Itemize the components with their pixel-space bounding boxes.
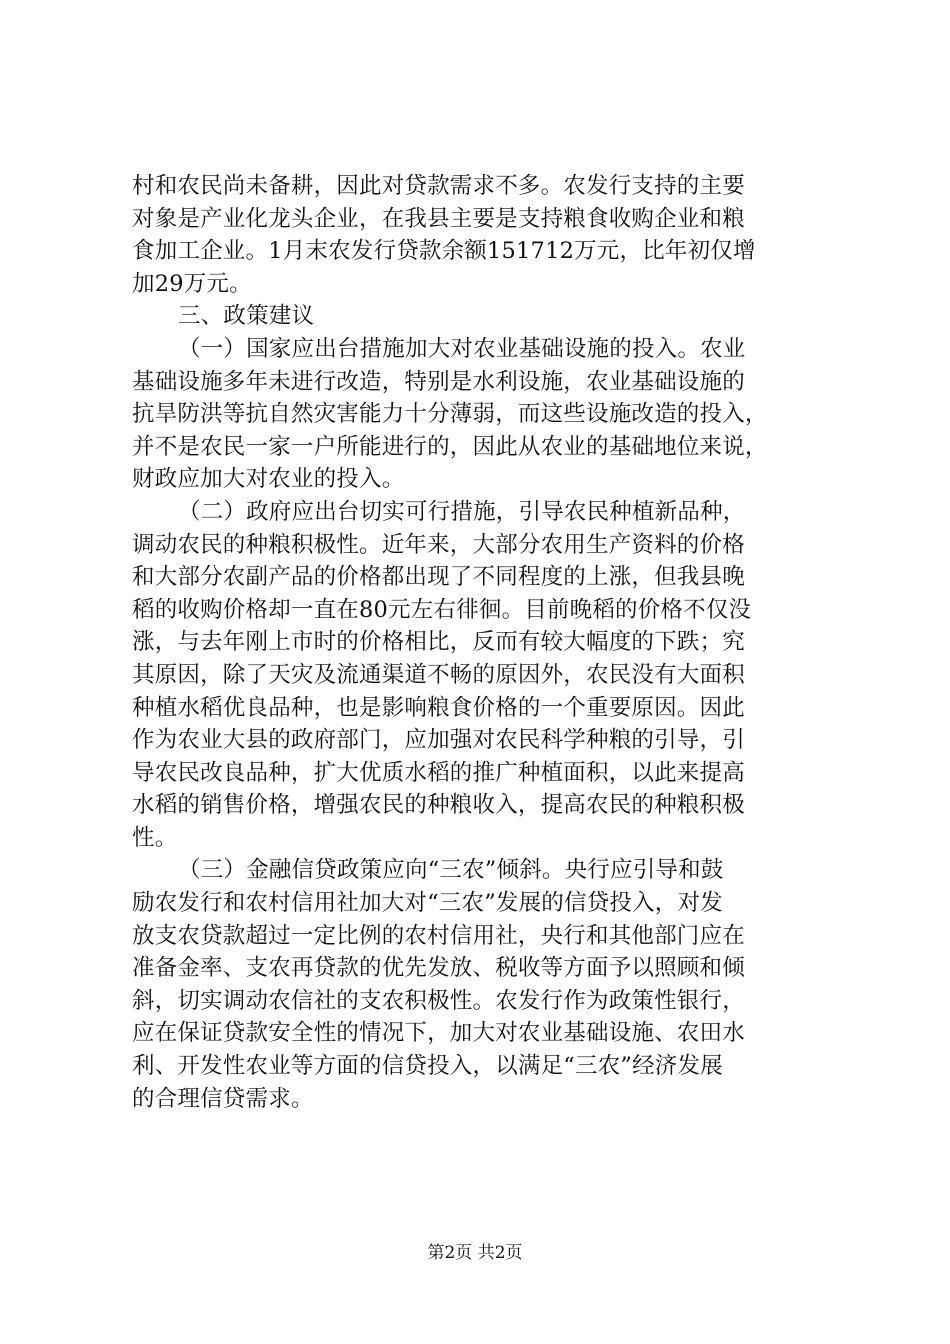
document-body <box>132 170 836 1115</box>
text-line: （三）金融信贷政策应向“三农”倾斜。央行应引导和鼓 <box>178 857 724 884</box>
text-line: 抗旱防洪等抗自然灾害能力十分薄弱，而这些设施改造的投入， <box>132 401 768 428</box>
text-line: 准备金率、支农再贷款的优先发放、税收等方面予以照顾和倾 <box>132 955 745 982</box>
text-line: 和大部分农副产品的价格都出现了不同程度的上涨，但我县晚 <box>132 564 745 591</box>
text-line: 财政应加大对农业的投入。 <box>132 466 405 493</box>
text-line: 调动农民的种粮积极性。近年来，大部分农用生产资料的价格 <box>132 531 745 558</box>
text-line: 加29万元。 <box>132 270 252 297</box>
text-line: 放支农贷款超过一定比例的农村信用社，央行和其他部门应在 <box>132 922 745 949</box>
text-line: 利、开发性农业等方面的信贷投入，以满足“三农”经济发展 <box>132 1053 723 1080</box>
text-line: 稻的收购价格却一直在80元左右徘徊。目前晚稻的价格不仅没 <box>132 596 752 623</box>
text-line: 导农民改良品种，扩大优质水稻的推广种植面积，以此来提高 <box>132 759 745 786</box>
text-line: 应在保证贷款安全性的情况下，加大对农业基础设施、农田水 <box>132 1020 745 1047</box>
text-line: 性。 <box>132 824 178 851</box>
text-line: 其原因，除了天灾及流通渠道不畅的原因外，农民没有大面积 <box>132 661 745 688</box>
text-line: 斜，切实调动农信社的支农积极性。农发行作为政策性银行， <box>132 987 745 1014</box>
text-line: 基础设施多年未进行改造，特别是水利设施，农业基础设施的 <box>132 368 745 395</box>
text-line: 并不是农民一家一户所能进行的，因此从农业的基础地位来说， <box>132 433 768 460</box>
text-line: 励农发行和农村信用社加大对“三农”发展的信贷投入，对发 <box>132 890 723 917</box>
text-line: （二）政府应出台切实可行措施，引导农民种植新品种， <box>178 498 746 525</box>
text-line: 作为农业大县的政府部门，应加强对农民科学种粮的引导，引 <box>132 727 745 754</box>
text-line: 对象是产业化龙头企业，在我县主要是支持粮食收购企业和粮 <box>132 205 745 232</box>
text-line: （一）国家应出台措施加大对农业基础设施的投入。农业 <box>178 335 746 362</box>
page-footer: 第2页 共2页 <box>427 1243 523 1263</box>
text-line: 涨，与去年刚上市时的价格相比，反而有较大幅度的下跌；究 <box>132 629 745 656</box>
text-line: 村和农民尚未备耕，因此对贷款需求不多。农发行支持的主要 <box>132 173 745 199</box>
text-line: 食加工企业。1月末农发行贷款余额151712万元，比年初仅增 <box>132 238 756 265</box>
text-line: 水稻的销售价格，增强农民的种粮收入，提高农民的种粮积极 <box>132 792 745 819</box>
text-line: 种植水稻优良品种，也是影响粮食价格的一个重要原因。因此 <box>132 694 745 721</box>
text-line: 的合理信贷需求。 <box>132 1085 314 1112</box>
text-line: 三、政策建议 <box>178 303 315 330</box>
